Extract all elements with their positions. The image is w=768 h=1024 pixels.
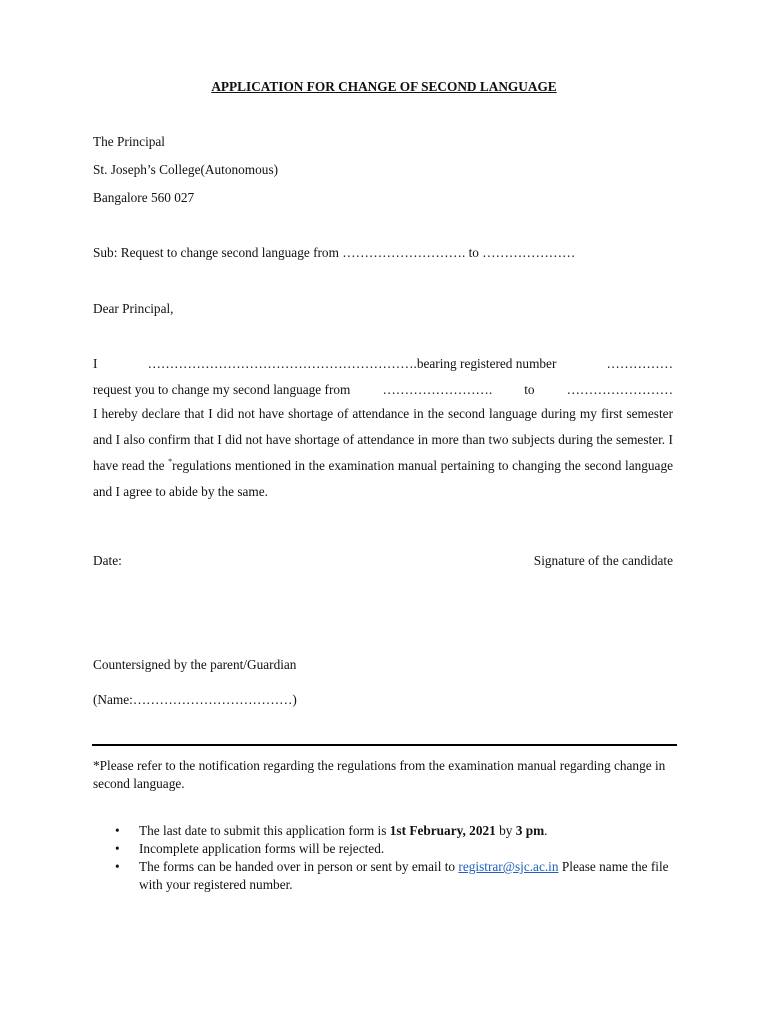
deadline-date: 1st February, 2021 (389, 823, 496, 838)
bullet-icon: • (115, 823, 120, 838)
bearing-text: bearing registered number (416, 356, 557, 371)
deadline-text: The last date to submit this application form is (139, 823, 390, 838)
request-to-word: to (524, 382, 535, 397)
submission-text: The forms can be handed over in person or sent by email to (139, 859, 459, 874)
body-line-request (93, 382, 673, 398)
asterisk-marker: * (168, 457, 173, 466)
signature-label: Signature of the candidate (533, 553, 673, 568)
list-item (93, 840, 673, 858)
subject-to-blank: ………………… (482, 245, 576, 260)
document-title: APPLICATION FOR CHANGE OF SECOND LANGUAGE (211, 79, 557, 94)
date-label: Date: (93, 553, 122, 568)
name-blank: ……………………………………………………. (147, 356, 417, 371)
subject-prefix: Sub: Request to change second language from (93, 245, 339, 260)
deadline-time: 3 pm (515, 823, 545, 838)
request-from-blank: ……………………. (382, 382, 493, 397)
registrar-email-link[interactable]: registrar@sjc.ac.in (458, 859, 559, 874)
subject-from-blank: ………………………. (342, 245, 466, 260)
bullet-icon: • (115, 859, 120, 874)
guardian-name-field: (Name:………………………………) (93, 692, 297, 707)
body-line-name (93, 356, 673, 372)
address-line-city: Bangalore 560 027 (93, 190, 195, 205)
address-line-college: St. Joseph’s College(Autonomous) (93, 162, 279, 177)
subject-line (93, 245, 575, 261)
declaration-paragraph (93, 401, 673, 505)
declaration-part1: I hereby declare that I did not have shortage of attendance in the second language during my first semester and I also confirm that I did not have shortage of attendance in more than two subjects during the semester. I have read the (93, 406, 673, 473)
list-item (93, 858, 673, 894)
bullet-icon: • (115, 841, 120, 856)
salutation: Dear Principal, (93, 301, 174, 316)
request-to-blank: …………………… (566, 382, 673, 397)
deadline-period: . (544, 823, 548, 838)
subject-joiner: to (468, 245, 479, 260)
registered-number-blank: …………… (606, 356, 673, 371)
declaration-part2: regulations mentioned in the examination manual pertaining to changing the second language and I agree to abide by the same. (93, 458, 673, 499)
countersign-label: Countersigned by the parent/Guardian (93, 657, 297, 672)
submission-text-end: Please name the file with your registered number. (139, 859, 669, 892)
instructions-list (93, 822, 673, 894)
address-line-principal: The Principal (93, 134, 166, 149)
footnote-text: *Please refer to the notification regarding the regulations from the examination manual regarding change in second language. (93, 758, 666, 791)
incomplete-warning: Incomplete application forms will be rejected. (139, 841, 385, 856)
footnote-divider (92, 744, 677, 746)
deadline-by: by (495, 823, 516, 838)
list-item (93, 822, 673, 840)
body-i: I (93, 356, 98, 371)
request-text: request you to change my second language from (93, 382, 351, 397)
